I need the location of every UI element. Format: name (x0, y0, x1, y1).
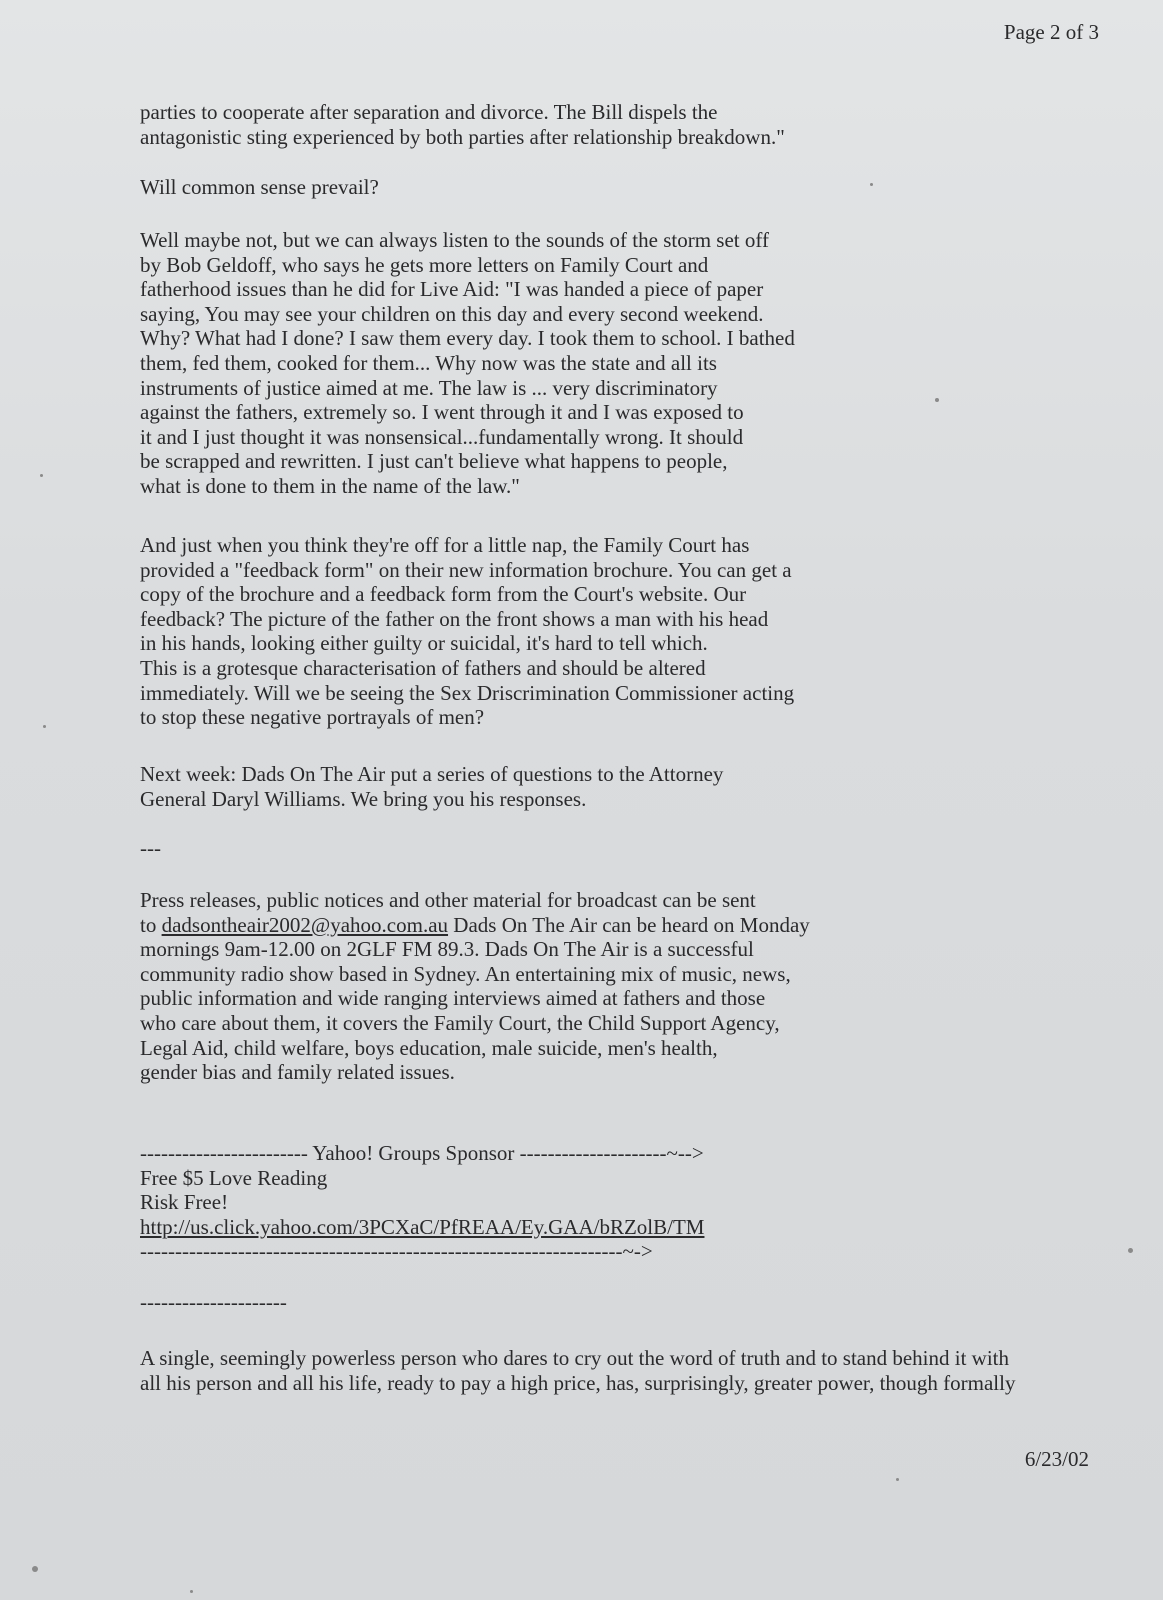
text-line: This is a grotesque characterisation of fathers and should be altered (140, 655, 706, 680)
text-line: what is done to them in the name of the law." (140, 473, 520, 498)
text-line: Next week: Dads On The Air put a series of questions to the Attorney (140, 762, 724, 786)
text-line: who care about them, it covers the Family Court, the Child Support Agency, (140, 1010, 780, 1035)
sponsor-footer: ---------------------------------------------------------------------~-> (140, 1239, 653, 1264)
text-line: community radio show based in Sydney. An entertaining mix of music, news, (140, 961, 791, 986)
separator: --- (140, 836, 161, 860)
text-line: antagonistic sting experienced by both parties after relationship breakdown." (140, 124, 785, 149)
text-line: feedback? The picture of the father on the front shows a man with his head (140, 606, 769, 631)
text-line: copy of the brochure and a feedback form from the Court's website. Our (140, 582, 747, 607)
print-date: 6/23/02 (1024, 1447, 1089, 1471)
text-line: Will common sense prevail? (140, 175, 379, 199)
scan-speck (896, 1478, 899, 1481)
text-line: Press releases, public notices and other material for broadcast can be sent (140, 888, 756, 912)
text-line: Legal Aid, child welfare, boys education, male suicide, men's health, (140, 1035, 718, 1060)
text-line: Well maybe not, but we can always listen to the sounds of the storm set off (140, 228, 769, 252)
text-line: saying, You may see your children on this day and every second weekend. (140, 301, 764, 326)
paragraph-press-releases (140, 888, 1020, 1085)
paragraph-feedback-form (140, 533, 1020, 730)
text-line-with-email (140, 913, 1020, 938)
separator: --------------------- (140, 1290, 287, 1314)
text-line: mornings 9am-12.00 on 2GLF FM 89.3. Dads On The Air is a successful (140, 937, 754, 962)
text-line: be scrapped and rewritten. I just can't believe what happens to people, (140, 449, 728, 474)
sponsor-line: Free $5 Love Reading (140, 1165, 328, 1190)
scan-speck (1128, 1248, 1133, 1253)
text-line: provided a "feedback form" on their new information brochure. You can get a (140, 557, 792, 582)
text-line: all his person and all his life, ready to pay a high price, has, surprisingly, greater power, though formally (140, 1370, 1016, 1395)
text-line: Why? What had I done? I saw them every day. I took them to school. I bathed (140, 326, 795, 351)
text-line: fatherhood issues than he did for Live Aid: "I was handed a piece of paper (140, 277, 764, 302)
text-line: them, fed them, cooked for them... Why now was the state and all its (140, 350, 717, 375)
text-line: against the fathers, extremely so. I went through it and I was exposed to (140, 400, 744, 425)
scan-speck (43, 725, 46, 728)
scan-speck (935, 398, 939, 402)
text-line: immediately. Will we be seeing the Sex Driscrimination Commissioner acting (140, 680, 795, 705)
text-fragment: to (140, 912, 162, 937)
scan-speck (40, 474, 43, 477)
text-line: it and I just thought it was nonsensical...fundamentally wrong. It should (140, 424, 744, 449)
sponsor-url-link[interactable]: http://us.click.yahoo.com/3PCXaC/PfREAA/Ey.GAA/bRZolB/TM (140, 1214, 705, 1239)
text-line: in his hands, looking either guilty or suicidal, it's hard to tell which. (140, 631, 708, 656)
text-line: instruments of justice aimed at me. The law is ... very discriminatory (140, 375, 718, 400)
email-link[interactable]: dadsontheair2002@yahoo.com.au (161, 912, 449, 937)
page-number: Page 2 of 3 (1003, 20, 1099, 44)
paragraph-common-sense (140, 175, 1020, 200)
sponsor-line: Risk Free! (140, 1190, 229, 1215)
scan-speck (190, 1590, 193, 1593)
paragraph-next-week (140, 762, 1020, 811)
paragraph-bill-summary (140, 100, 1020, 149)
sponsor-block (140, 1141, 1020, 1264)
text-line: A single, seemingly powerless person who dares to cry out the word of truth and to stand behind it with (140, 1346, 1010, 1370)
text-fragment: Dads On The Air can be heard on Monday (448, 912, 810, 937)
scan-speck (870, 183, 873, 186)
text-line: General Daryl Williams. We bring you his responses. (140, 786, 587, 811)
text-line: parties to cooperate after separation and divorce. The Bill dispels the (140, 100, 718, 124)
closing-quote (140, 1346, 1100, 1395)
text-line: by Bob Geldoff, who says he gets more letters on Family Court and (140, 252, 709, 277)
text-line: public information and wide ranging interviews aimed at fathers and those (140, 986, 766, 1011)
scan-speck (32, 1566, 38, 1572)
paragraph-geldoff-quote (140, 228, 1020, 499)
sponsor-header: ------------------------ Yahoo! Groups Sponsor ---------------------~--> (140, 1141, 704, 1165)
text-line: to stop these negative portrayals of men? (140, 705, 485, 730)
text-line: And just when you think they're off for a little nap, the Family Court has (140, 533, 750, 557)
text-line: gender bias and family related issues. (140, 1060, 455, 1085)
